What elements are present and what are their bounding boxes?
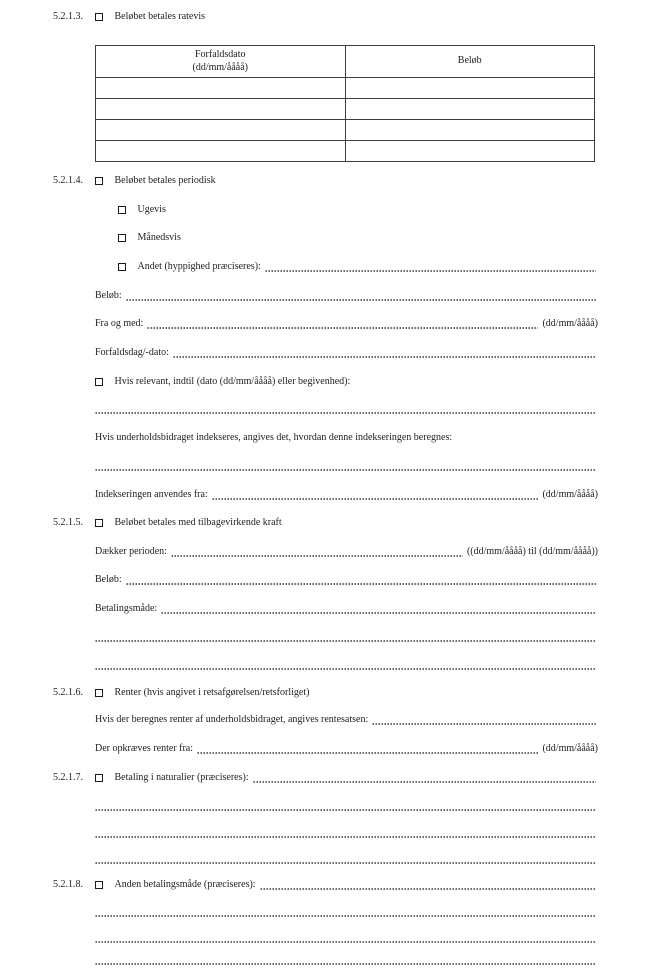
in-kind-field-row-4 [95, 852, 598, 865]
other-frequency-field[interactable] [265, 262, 596, 272]
period-format-hint: ((dd/mm/åååå) til (dd/mm/åååå)) [466, 546, 598, 557]
checkbox-other-payment-method[interactable] [95, 881, 103, 889]
option-weekly-label: Ugevis [137, 204, 166, 215]
checkbox-payment-in-kind[interactable] [95, 774, 103, 782]
section-number: 5.2.1.5. [53, 517, 83, 528]
in-kind-field-row-2 [95, 799, 598, 812]
indexing-from-field[interactable] [212, 490, 539, 500]
section-number: 5.2.1.3. [53, 11, 83, 22]
section-number: 5.2.1.8. [53, 879, 83, 890]
from-date-field[interactable] [147, 319, 538, 329]
retro-amount-row [95, 573, 598, 586]
indexing-from-label: Indekseringen anvendes fra: [95, 489, 208, 500]
in-kind-field[interactable] [253, 773, 596, 783]
option-monthly-label: Månedsvis [137, 232, 181, 243]
section-number: 5.2.1.7. [53, 772, 83, 783]
table-header-row [96, 46, 595, 78]
section-title: Renter (hvis angivet i retsafgørelsen/retsforliget) [114, 687, 310, 698]
other-method-field-row-4 [95, 953, 598, 966]
section-number: 5.2.1.4. [53, 175, 83, 186]
payment-method-field[interactable] [161, 604, 596, 614]
col-header-amount: Beløb [345, 46, 595, 78]
payment-method-field-row-2 [95, 630, 598, 643]
due-date-label: Forfaldsdag/-dato: [95, 347, 169, 358]
retro-amount-field[interactable] [126, 575, 596, 585]
checkbox-retroactive-payment[interactable] [95, 519, 103, 527]
in-kind-field-line3[interactable] [95, 828, 596, 838]
period-field[interactable] [171, 547, 463, 557]
indexing-from-row [95, 488, 598, 501]
section-5217-row [53, 771, 598, 784]
interest-from-row [95, 742, 598, 755]
until-label: Hvis relevant, indtil (dato (dd/mm/åååå) eller begivenhed): [114, 376, 351, 387]
payment-method-row [95, 602, 598, 615]
table-empty-row [96, 141, 595, 162]
checkbox-interest[interactable] [95, 689, 103, 697]
checkbox-other-frequency[interactable] [118, 263, 126, 271]
section-title: Anden betalingsmåde (præciseres): [114, 879, 256, 890]
from-date-row [95, 317, 598, 330]
in-kind-field-line2[interactable] [95, 801, 596, 811]
col-header-due-date-line2: (dd/mm/åååå) [192, 61, 249, 73]
section-title: Beløbet betales periodisk [114, 175, 216, 186]
payment-method-field-line2[interactable] [95, 632, 596, 642]
section-title: Beløbet betales med tilbagevirkende kraft [114, 517, 282, 528]
due-date-cell[interactable] [96, 78, 346, 99]
section-5218-row [53, 878, 598, 891]
option-monthly-row [118, 231, 598, 244]
from-date-format-hint: (dd/mm/åååå) [542, 318, 598, 329]
checkbox-if-relevant-until[interactable] [95, 378, 103, 386]
table-empty-row [96, 78, 595, 99]
due-date-row [95, 346, 598, 359]
installments-table [95, 45, 595, 162]
due-date-cell[interactable] [96, 99, 346, 120]
due-date-cell[interactable] [96, 120, 346, 141]
option-other-label: Andet (hyppighed præciseres): [137, 261, 261, 272]
indexing-method-field-row [95, 459, 598, 472]
other-method-field-line4[interactable] [95, 955, 596, 965]
other-method-field-row-2 [95, 905, 598, 918]
retro-amount-label: Beløb: [95, 574, 122, 585]
indexing-from-format-hint: (dd/mm/åååå) [542, 489, 598, 500]
until-row [95, 375, 598, 388]
period-label: Dækker perioden: [95, 546, 167, 557]
interest-rate-row [95, 713, 598, 726]
checkbox-amount-paid-periodically[interactable] [95, 177, 103, 185]
table-empty-row [96, 99, 595, 120]
in-kind-field-row-3 [95, 826, 598, 839]
interest-rate-label: Hvis der beregnes renter af underholdsbidraget, angives rentesatsen: [95, 714, 369, 725]
other-method-field-row-3 [95, 931, 598, 944]
section-title: Betaling i naturalier (præciseres): [114, 772, 249, 783]
interest-rate-field[interactable] [372, 715, 596, 725]
interest-from-label: Der opkræves renter fra: [95, 743, 194, 754]
amount-field[interactable] [126, 291, 596, 301]
from-date-label: Fra og med: [95, 318, 144, 329]
amount-label: Beløb: [95, 290, 122, 301]
indexing-method-field[interactable] [95, 461, 596, 471]
section-5213-row [53, 10, 598, 23]
other-method-field-line2[interactable] [95, 907, 596, 917]
amount-cell[interactable] [345, 141, 595, 162]
checkbox-amount-paid-in-installments[interactable] [95, 13, 103, 21]
other-method-field[interactable] [260, 880, 596, 890]
interest-from-format-hint: (dd/mm/åååå) [542, 743, 598, 754]
until-field-row [95, 402, 598, 415]
option-weekly-row [118, 203, 598, 216]
checkbox-monthly[interactable] [118, 234, 126, 242]
amount-cell[interactable] [345, 120, 595, 141]
period-row [95, 545, 598, 558]
payment-method-field-row-3 [95, 658, 598, 671]
section-number: 5.2.1.6. [53, 687, 83, 698]
amount-row [95, 289, 598, 302]
other-method-field-line3[interactable] [95, 933, 596, 943]
until-field[interactable] [95, 404, 596, 414]
amount-cell[interactable] [345, 99, 595, 120]
col-header-due-date-line1: Forfaldsdato [194, 49, 246, 60]
table-empty-row [96, 120, 595, 141]
section-title: Beløbet betales ratevis [114, 11, 206, 22]
amount-cell[interactable] [345, 78, 595, 99]
due-date-field[interactable] [173, 348, 596, 358]
indexing-note-row [95, 431, 598, 444]
payment-method-field-line3[interactable] [95, 660, 596, 670]
interest-from-field[interactable] [197, 744, 538, 754]
due-date-cell[interactable] [96, 141, 346, 162]
col-header-due-date [96, 46, 346, 78]
in-kind-field-line4[interactable] [95, 854, 596, 864]
section-5214-row [53, 174, 598, 187]
option-other-frequency-row [118, 260, 598, 273]
section-5216-row [53, 686, 598, 699]
payment-method-label: Betalingsmåde: [95, 603, 158, 614]
checkbox-weekly[interactable] [118, 206, 126, 214]
section-5215-row [53, 516, 598, 529]
indexing-note-label: Hvis underholdsbidraget indekseres, angives det, hvordan denne indekseringen beregnes: [95, 432, 453, 443]
